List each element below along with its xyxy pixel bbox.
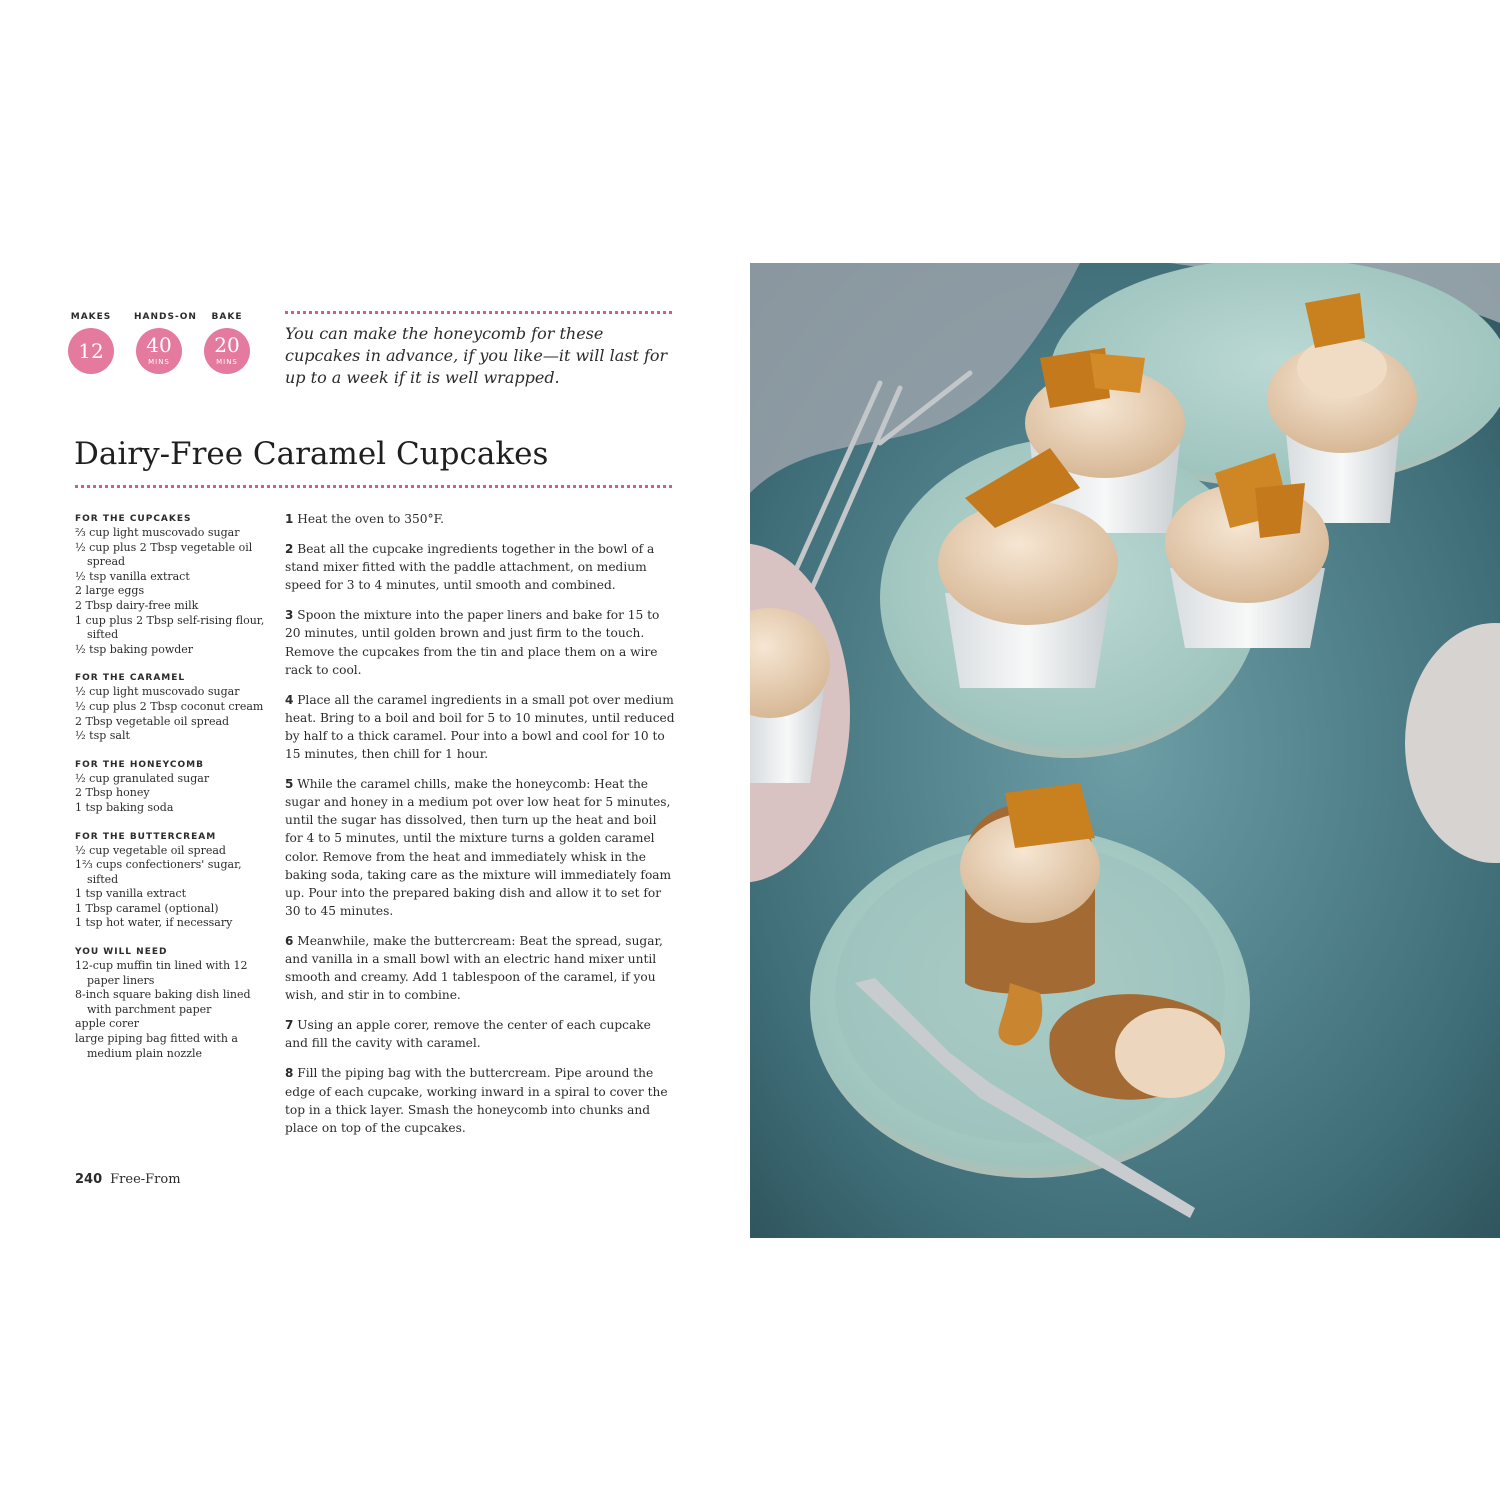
stat-value: 20 [214,333,240,357]
ingredient-group-heading: FOR THE BUTTERCREAM [75,831,217,842]
method-step [285,606,675,678]
step-number: 2 [285,542,294,557]
method-step [285,1016,675,1052]
method-steps [285,510,675,1149]
intro-divider [285,311,672,314]
ingredient-item: 1 Tbsp caramel (optional) [75,901,219,915]
ingredient-item: ½ cup plus 2 Tbsp vegetable oil spread [75,540,253,569]
method-step [285,691,675,763]
stat-value: 12 [78,339,104,363]
method-step [285,1064,675,1136]
ingredient-item: 2 large eggs [75,584,145,598]
method-step [285,540,675,594]
bake-badge [204,328,250,374]
ingredient-group [75,758,270,816]
ingredient-group-heading: FOR THE CUPCAKES [75,514,192,524]
stat-unit: MINS [216,358,238,366]
ingredient-item: ½ tsp salt [75,729,130,743]
photo-illustration [750,263,1500,1238]
makes-badge [68,328,114,374]
page-number: 240 [75,1172,103,1187]
stat-label: MAKES [70,312,112,322]
step-text: Spoon the mixture into the paper liners and bake for 15 to 20 minutes, until golden brown and just firm to the touch. Remove the cupcakes from the tin and place them on a wire rack to cool. [285,608,660,677]
hands-on-badge [136,328,182,374]
ingredient-item: 1⅔ cups confectioners' sugar, sifted [75,858,242,886]
step-text: Beat all the cupcake ingredients together in the bowl of a stand mixer fitted with the paddle attachment, on medium speed for 3 to 4 minutes, until smooth and combined. [285,542,655,593]
ingredient-item: 1 cup plus 2 Tbsp self-rising flour, sifted [75,613,265,642]
step-text: Meanwhile, make the buttercream: Beat the spread, sugar, and vanilla in a small bowl with an electric hand mixer until smooth and creamy. Add 1 tablespoon of the caramel, if you wish, and stir in to combine. [285,933,663,1003]
ingredient-group [75,830,270,932]
ingredient-item: 1 tsp vanilla extract [75,887,187,901]
ingredient-group [75,512,270,657]
ingredients-list [75,512,270,1075]
ingredient-item: ½ tsp baking powder [75,642,194,656]
step-number: 4 [285,692,294,707]
step-text: Heat the oven to 350°F. [297,512,445,526]
recipe-intro: You can make the honeycomb for these cupcakes in advance, if you like—it will last for up to a week if it is well wrapped. [285,324,668,387]
bake-stat [202,312,252,374]
stat-value: 40 [146,333,172,357]
ingredient-item: apple corer [75,1017,139,1031]
makes-stat [66,312,116,374]
method-step [285,775,675,920]
step-number: 6 [285,933,294,948]
ingredient-item: 1 tsp hot water, if necessary [75,916,233,930]
page-footer [75,1172,181,1187]
ingredient-item: ⅔ cup light muscovado sugar [75,526,240,539]
step-number: 3 [285,608,294,623]
step-number: 8 [285,1066,294,1081]
ingredient-item: 2 Tbsp honey [75,786,150,800]
ingredient-item: 2 Tbsp dairy-free milk [75,598,199,612]
hands-on-stat [134,312,197,374]
ingredient-group [75,671,270,743]
recipe-stats [66,312,266,372]
step-text: Using an apple corer, remove the center of each cupcake and fill the cavity with caramel. [285,1018,651,1051]
ingredient-item: ½ cup light muscovado sugar [75,685,240,699]
stat-label: BAKE [211,312,243,322]
step-text: Fill the piping bag with the buttercream. Pipe around the edge of each cupcake, working inward in a spiral to cover the top in a thick layer. Smash the honeycomb into chunks and place on top of the cupcakes. [285,1066,668,1135]
stat-unit: MINS [148,358,170,366]
title-divider [75,485,672,488]
section-name: Free-From [110,1172,181,1187]
cupcakes-photo [750,263,1500,1238]
stat-label: HANDS-ON [134,312,197,322]
ingredient-item: 2 Tbsp vegetable oil spread [75,714,230,728]
ingredient-item: ½ cup granulated sugar [75,771,210,785]
method-step [285,932,675,1004]
step-number: 7 [285,1018,294,1033]
ingredient-item: ½ cup plus 2 Tbsp coconut cream [75,699,264,713]
ingredient-group-heading: FOR THE HONEYCOMB [75,759,204,770]
ingredient-item: ½ cup vegetable oil spread [75,843,226,857]
ingredient-group-heading: FOR THE CARAMEL [75,673,186,684]
step-text: While the caramel chills, make the honeycomb: Heat the sugar and honey in a medium pot over low heat for 5 minutes, until the sugar has dissolved, then turn up the heat and boil for 4 to 5 minutes, until the mixture turns a golden caramel color. Remove from the heat and immediately whisk in the baking soda, taking care as the mixture will immediately foam up. Pour into the prepared baking dish and allow it to set for 30 to 45 minutes. [285,777,672,918]
ingredient-item: ½ tsp vanilla extract [75,569,190,583]
method-step [285,510,675,528]
ingredient-item: 1 tsp baking soda [75,800,174,814]
step-number: 5 [285,777,294,792]
ingredient-item: 8-inch square baking dish lined with parchment paper [75,988,251,1016]
step-number: 1 [285,512,294,526]
step-text: Place all the caramel ingredients in a small pot over medium heat. Bring to a boil and boil for 5 to 10 minutes, until reduced by half to a thick caramel. Pour into a bowl and cool for 10 to 15 minutes, then chill for 1 hour. [285,692,675,762]
ingredient-item: 12-cup muffin tin lined with 12 paper liners [75,959,248,987]
recipe-title: Dairy-Free Caramel Cupcakes [74,436,549,472]
ingredient-group-heading: YOU WILL NEED [75,947,168,958]
ingredient-group [75,945,270,1061]
ingredient-item: large piping bag fitted with a medium plain nozzle [75,1032,238,1060]
